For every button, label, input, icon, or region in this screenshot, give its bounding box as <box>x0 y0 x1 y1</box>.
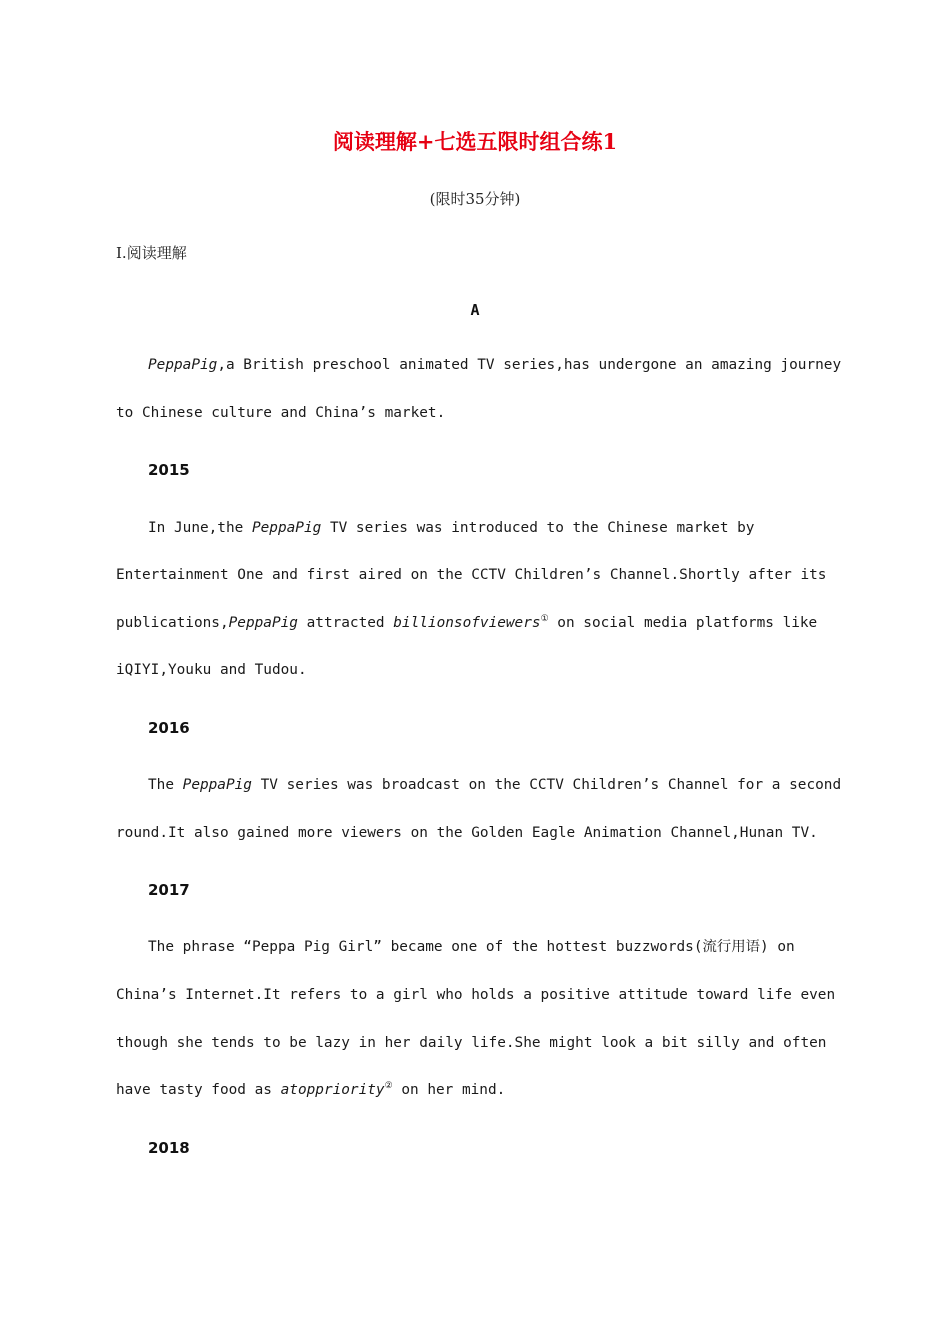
show-title: PeppaPig <box>148 357 218 373</box>
glossed-phrase: atoppriority <box>280 1082 385 1098</box>
footnote-marker: ② <box>384 1081 393 1091</box>
document-title: 阅读理解+七选五限时组合练1 <box>332 129 618 154</box>
glossed-phrase: billionsofviewers <box>393 615 541 631</box>
year-heading: 2018 <box>148 1139 190 1157</box>
year-heading: 2017 <box>148 881 190 899</box>
paragraph-line: have tasty food as atoppriority② on her mind. <box>116 1081 506 1098</box>
paragraph-line: iQIYI,Youku and Tudou. <box>116 662 307 678</box>
paragraph-line: publications,PeppaPig attracted billionsofviewers① on social media platforms like <box>116 614 818 631</box>
show-title: PeppaPig <box>228 615 298 631</box>
paragraph-line: China’s Internet.It refers to a girl who holds a positive attitude toward life even <box>116 987 836 1003</box>
intro-line-1: PeppaPig,a British preschool animated TV series,has undergone an amazing journey <box>148 357 842 373</box>
year-heading: 2016 <box>148 719 190 737</box>
section-heading: Ⅰ.阅读理解 <box>116 244 187 262</box>
time-limit: (限时35分钟) <box>429 190 521 208</box>
paragraph-line: though she tends to be lazy in her daily life.She might look a bit silly and often <box>116 1035 827 1051</box>
intro-line-2: to Chinese culture and China’s market. <box>116 405 446 421</box>
paragraph-line: Entertainment One and first aired on the CCTV Children’s Channel.Shortly after its <box>116 567 827 583</box>
show-title: PeppaPig <box>251 520 322 536</box>
footnote-marker: ① <box>540 614 549 624</box>
year-heading: 2015 <box>148 461 190 479</box>
show-title: PeppaPig <box>182 777 252 793</box>
paragraph-line: The PeppaPig TV series was broadcast on the CCTV Children’s Channel for a second <box>148 777 842 793</box>
paragraph-line: round.It also gained more viewers on the Golden Eagle Animation Channel,Hunan TV. <box>116 825 818 841</box>
passage-label: A <box>470 301 480 319</box>
paragraph-line: In June,the PeppaPig TV series was introduced to the Chinese market by <box>148 520 755 536</box>
paragraph-line: The phrase “Peppa Pig Girl” became one of the hottest buzzwords(流行用语) on <box>148 939 795 955</box>
